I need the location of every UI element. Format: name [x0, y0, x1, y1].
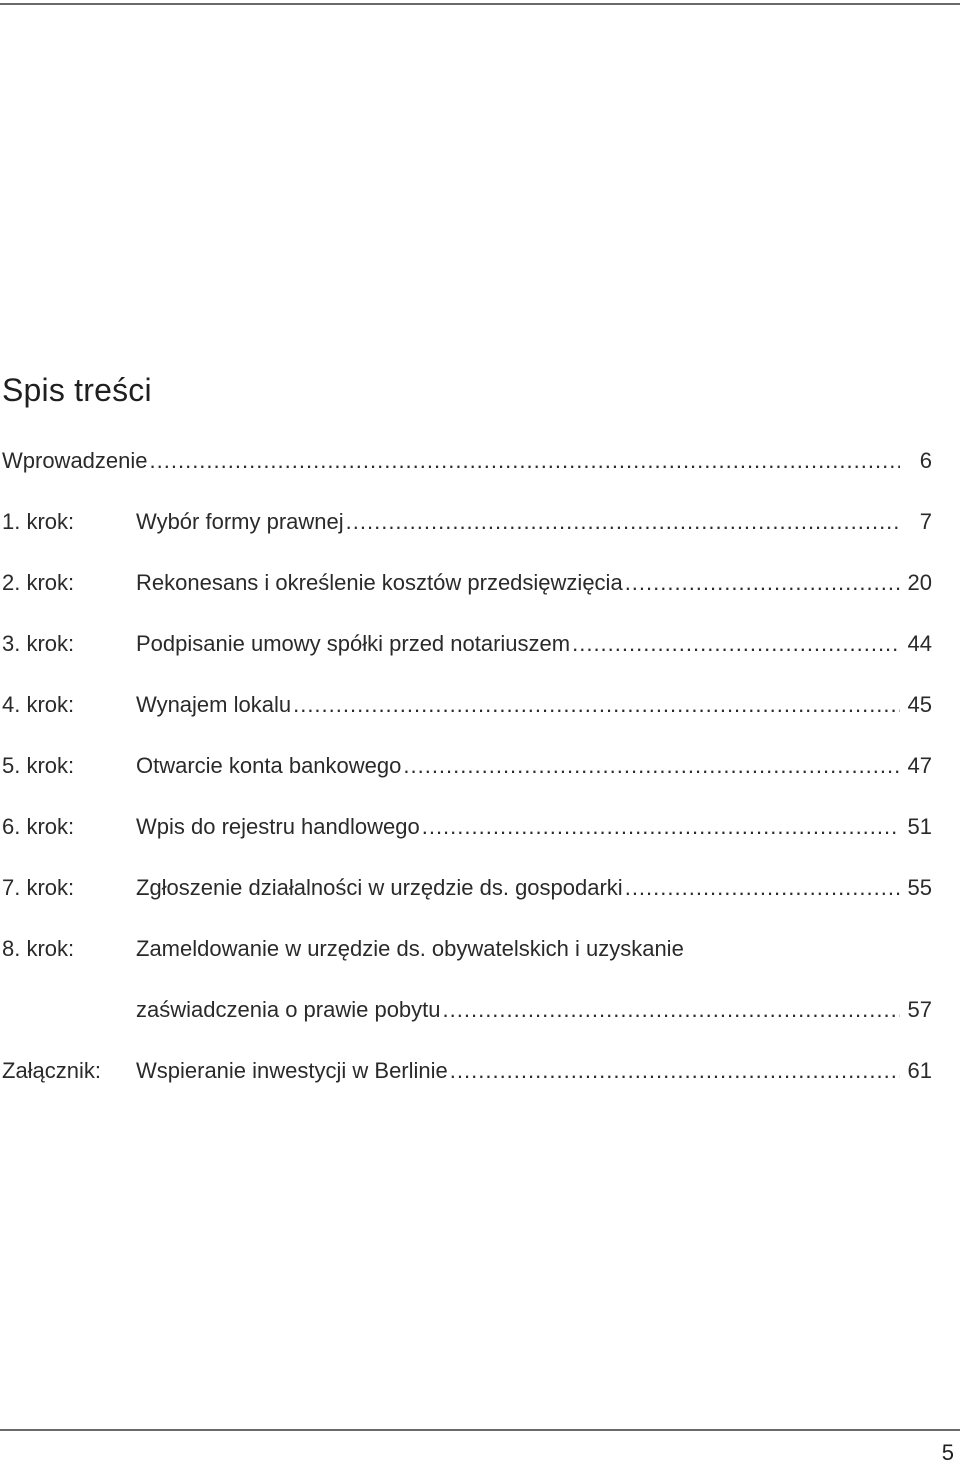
- toc-entry-page: 61: [907, 1058, 932, 1083]
- toc-entry-page: 47: [907, 753, 932, 778]
- toc-entry-number: 6. krok:: [2, 814, 75, 839]
- toc-entry-page: 20: [907, 570, 932, 595]
- toc-entry-number: 4. krok:: [2, 692, 75, 717]
- toc-entry-step-8[interactable]: [2, 924, 932, 974]
- toc-entry-title: Wprowadzenie: [2, 448, 148, 473]
- toc-entry-intro[interactable]: [2, 436, 932, 486]
- toc-entry-title: Otwarcie konta bankowego: [136, 753, 402, 778]
- leader-dots: [625, 863, 900, 913]
- toc-entry-number: Załącznik:: [2, 1058, 102, 1083]
- toc-entry-title: Wynajem lokalu: [136, 692, 292, 717]
- toc-entry-number: 8. krok:: [2, 936, 75, 961]
- toc-entry-step-1[interactable]: [2, 497, 932, 547]
- toc-entry-page: 57: [907, 997, 932, 1022]
- toc-entry-step-6[interactable]: [2, 802, 932, 852]
- toc-entry-number: 1. krok:: [2, 509, 75, 534]
- toc-entry-title: Wspieranie inwestycji w Berlinie: [136, 1058, 448, 1083]
- toc-entry-page: 44: [907, 631, 932, 656]
- toc-entry-title: Podpisanie umowy spółki przed notariuszem: [136, 631, 571, 656]
- toc-entry-page: 55: [907, 875, 932, 900]
- toc-entry-page: 6: [919, 448, 932, 473]
- toc-entry-title-line-1: Zameldowanie w urzędzie ds. obywatelskich i uzyskanie: [136, 936, 684, 961]
- leader-dots: [346, 497, 900, 547]
- top-rule: [0, 3, 960, 5]
- leader-dots: [293, 680, 900, 730]
- leader-dots: [403, 741, 900, 791]
- leader-dots: [625, 558, 900, 608]
- toc-entry-number: 2. krok:: [2, 570, 75, 595]
- leader-dots: [150, 436, 900, 486]
- leader-dots: [443, 985, 900, 1035]
- toc-entry-title: Wpis do rejestru handlowego: [136, 814, 420, 839]
- page-number: 5: [941, 1440, 954, 1465]
- toc-entry-appendix[interactable]: [2, 1046, 932, 1096]
- toc-entry-number: 7. krok:: [2, 875, 75, 900]
- toc-entry-page: 51: [907, 814, 932, 839]
- page-title: Spis treści: [2, 372, 152, 408]
- toc-entry-title: Wybór formy prawnej: [136, 509, 344, 534]
- toc-entry-step-8-continuation[interactable]: [2, 985, 932, 1035]
- toc-entry-number: 3. krok:: [2, 631, 75, 656]
- leader-dots: [422, 802, 900, 852]
- toc-entry-number: 5. krok:: [2, 753, 75, 778]
- toc-entry-title-line-2: zaświadczenia o prawie pobytu: [136, 997, 441, 1022]
- bottom-rule: [0, 1429, 960, 1431]
- toc-entry-title: Zgłoszenie działalności w urzędzie ds. gospodarki: [136, 875, 623, 900]
- leader-dots: [450, 1046, 900, 1096]
- leader-dots: [572, 619, 900, 669]
- toc-entry-step-7[interactable]: [2, 863, 932, 913]
- toc-entry-step-4[interactable]: [2, 680, 932, 730]
- toc-entry-step-5[interactable]: [2, 741, 932, 791]
- toc-entry-step-2[interactable]: [2, 558, 932, 608]
- toc-entry-page: 45: [907, 692, 932, 717]
- toc-entry-step-3[interactable]: [2, 619, 932, 669]
- toc-entry-page: 7: [919, 509, 932, 534]
- toc-entry-title: Rekonesans i określenie kosztów przedsięwzięcia: [136, 570, 623, 595]
